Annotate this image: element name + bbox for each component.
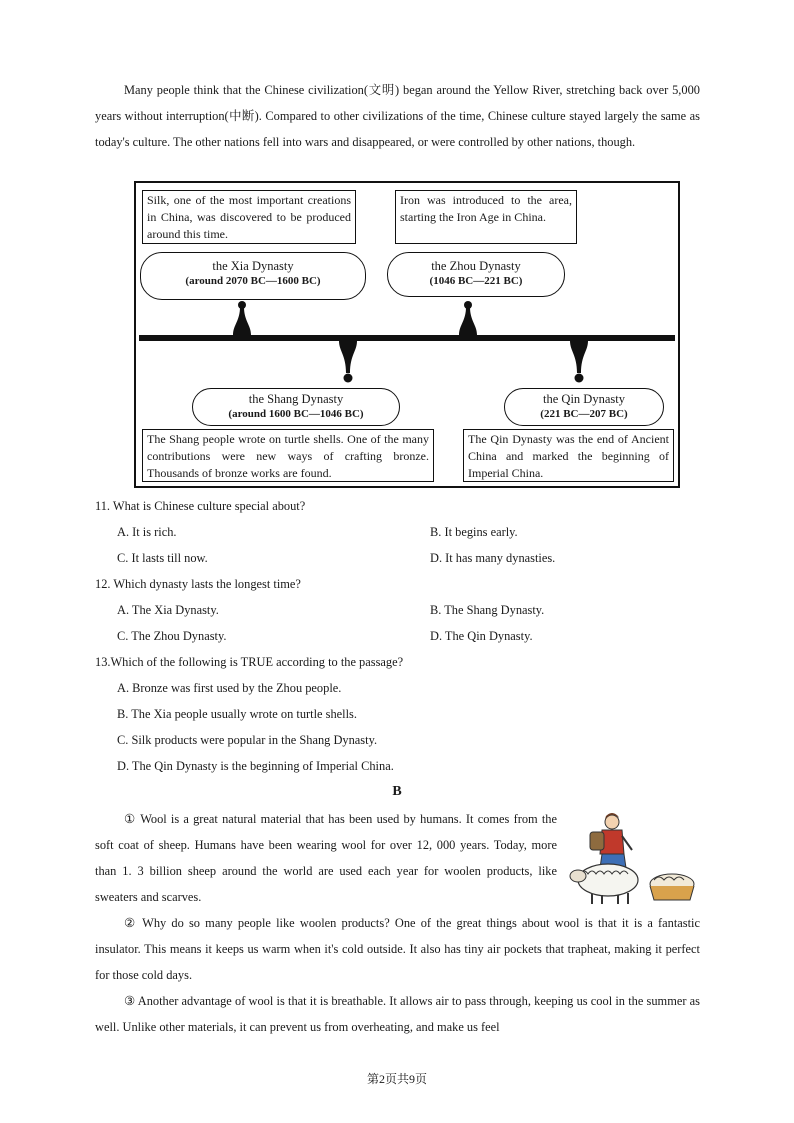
timeline-axis-line <box>139 335 675 341</box>
zhou-marker-dot <box>464 301 472 309</box>
shang-marker-dot <box>344 374 353 383</box>
shang-note-box: The Shang people wrote on turtle shells. One of the many contributions were new ways of crafting bronze. Thousands of bronze works are found. <box>142 429 434 482</box>
q12-option-c: C. The Zhou Dynasty. <box>117 629 227 643</box>
passage-b-paragraph-1: ① Wool is a great natural material that has been used by humans. It comes from the soft coat of sheep. Humans have been wearing wool for over 12, 000 years. Today, more than 1. 3 billion sheep around the world are used each year for woolen products, like sweaters and scarves. <box>95 812 557 904</box>
q12-option-d: D. The Qin Dynasty. <box>430 629 533 643</box>
xia-note-box: Silk, one of the most important creations in China, was discovered to be produced around this time. <box>142 190 356 244</box>
xia-dynasty-label <box>140 252 366 300</box>
question-13-stem: 13.Which of the following is TRUE according to the passage? <box>95 655 404 669</box>
q12-option-b: B. The Shang Dynasty. <box>430 603 545 617</box>
zhou-dates: (1046 BC—221 BC) <box>429 275 523 287</box>
shang-dates: (around 1600 BC—1046 BC) <box>228 408 364 420</box>
shang-name: the Shang Dynasty <box>248 392 344 406</box>
qin-dynasty-label <box>504 388 664 426</box>
passage-b-paragraph-3: ③ Another advantage of wool is that it is breathable. It allows air to pass through, keeping us cool in the summer as well. Unlike other materials, it can prevent us from overheating, and make us feel <box>95 994 700 1034</box>
q13-option-d: D. The Qin Dynasty is the beginning of Imperial China. <box>117 759 394 773</box>
q11-option-c: C. It lasts till now. <box>117 551 208 565</box>
page-number-footer: 第2页共9页 <box>366 1072 427 1086</box>
question-11-stem: 11. What is Chinese culture special about? <box>95 499 306 513</box>
zhou-note-box: Iron was introduced to the area, starting the Iron Age in China. <box>395 190 577 244</box>
qin-name: the Qin Dynasty <box>543 392 625 406</box>
zhou-name: the Zhou Dynasty <box>431 259 521 273</box>
passage-b-paragraph-2: ② Why do so many people like woolen products? One of the great things about wool is that it is a fantastic insulator. This means it keeps us warm when it's cold outside. It also has tiny air pockets that trapheat, making it perfect for those cold days. <box>95 916 700 982</box>
q12-option-a: A. The Xia Dynasty. <box>117 603 219 617</box>
q13-option-c: C. Silk products were popular in the Shang Dynasty. <box>117 733 378 747</box>
qin-marker-dot <box>575 374 584 383</box>
zhou-dynasty-label <box>387 252 565 297</box>
q13-option-a: A. Bronze was first used by the Zhou people. <box>117 681 342 695</box>
qin-note-box: The Qin Dynasty was the end of Ancient China and marked the beginning of Imperial China. <box>463 429 674 482</box>
passage-a-intro: Many people think that the Chinese civilization(文明) began around the Yellow River, stretching back over 5,000 years without interruption(中断). Compared to other civilizations of the time, Chinese culture stayed largely the same as today's culture. The other nations fell into wars and disappeared, or were controlled by other nations, though. <box>95 83 700 149</box>
xia-marker-dot <box>238 301 246 309</box>
xia-dates: (around 2070 BC—1600 BC) <box>185 275 321 287</box>
xia-name: the Xia Dynasty <box>212 259 294 273</box>
qin-dates: (221 BC—207 BC) <box>540 408 628 420</box>
shang-dynasty-label <box>192 388 400 426</box>
xia-marker <box>233 307 251 335</box>
q11-option-a: A. It is rich. <box>117 525 177 539</box>
dynasty-timeline-diagram <box>134 181 680 488</box>
q13-option-b: B. The Xia people usually wrote on turtle shells. <box>117 707 357 721</box>
sheep-shearing-illustration <box>566 810 700 906</box>
question-12-stem: 12. Which dynasty lasts the longest time? <box>95 577 301 591</box>
zhou-marker <box>459 307 477 335</box>
shang-marker <box>339 341 357 373</box>
qin-marker <box>570 341 588 373</box>
q11-option-b: B. It begins early. <box>430 525 518 539</box>
q11-option-d: D. It has many dynasties. <box>430 551 556 565</box>
section-b-heading: B <box>392 784 402 799</box>
